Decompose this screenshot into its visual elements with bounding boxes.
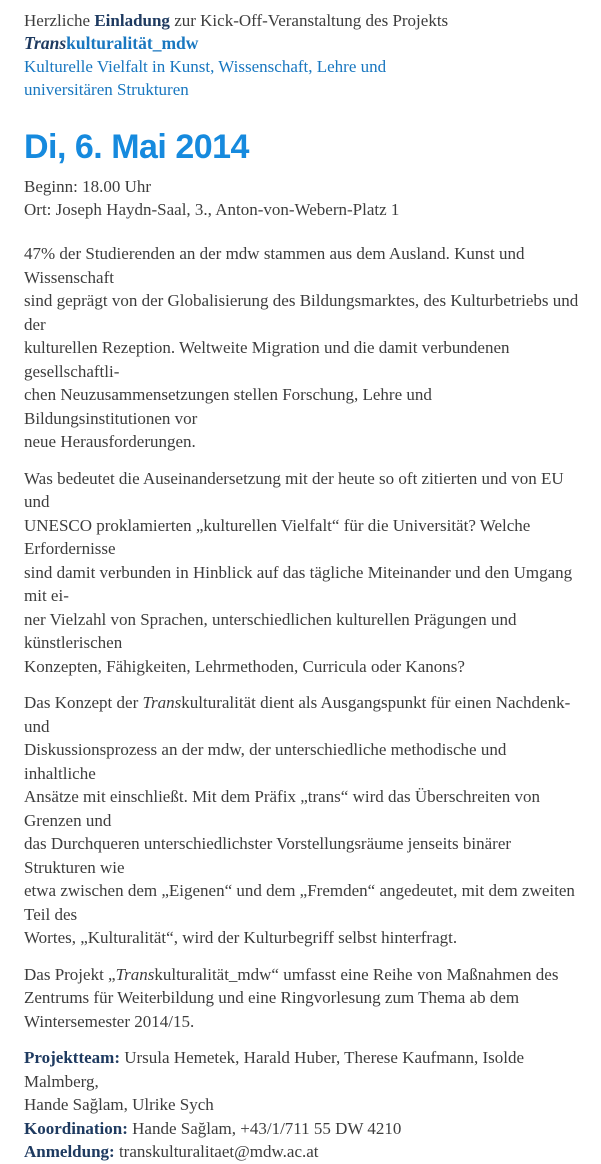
text-line: chen Neuzusammensetzungen stellen Forschung, Lehre und Bildungsinstitutionen vor	[24, 385, 432, 428]
text-line: Projektteam: Ursula Hemetek, Harald Huber, Therese Kaufmann, Isolde Malmberg,	[24, 1048, 525, 1091]
text-line: sind geprägt von der Globalisierung des Bildungsmarktes, des Kulturbetriebs und der	[24, 291, 579, 334]
paragraph-statistics	[24, 242, 579, 454]
text-line: Hande Sağlam, Ulrike Sych	[24, 1095, 214, 1114]
intro-text-pre: Herzliche	[24, 11, 95, 30]
event-date-heading: Di, 6. Mai 2014	[24, 128, 249, 166]
coordination	[24, 1117, 579, 1141]
text-line: Konzepten, Fähigkeiten, Lehrmethoden, Curricula oder Kanons?	[24, 656, 465, 676]
text-line: etwa zwischen dem „Eigenen“ und dem „Fremden“ angedeutet, mit dem zweiten Teil des	[24, 881, 575, 924]
project-team-label: Projektteam:	[24, 1048, 120, 1067]
project-title-italic-prefix: Trans	[24, 33, 67, 53]
text-line: Wortes, „Kulturalität“, wird der Kulturbegriff selbst hinterfragt.	[24, 928, 458, 947]
project-title-rest: kulturalität_mdw	[66, 33, 199, 53]
coordination-value: Hande Sağlam, +43/1/711 55 DW 4210	[127, 1118, 402, 1138]
project-title	[24, 32, 579, 55]
registration-label: Anmeldung:	[24, 1142, 115, 1161]
text-line: Diskussionsprozess an der mdw, der unterschiedliche methodische und inhaltliche	[24, 740, 507, 783]
intro-text-bold: Einladung	[94, 11, 170, 30]
event-location: Ort: Joseph Haydn-Saal, 3., Anton-von-Webern-Platz 1	[24, 200, 400, 219]
event-time: Beginn: 18.00 Uhr	[24, 177, 152, 196]
paragraph-concept	[24, 691, 579, 950]
project-subtitle	[24, 55, 579, 101]
paragraph-project	[24, 963, 579, 1034]
text-line: das Durchqueren unterschiedlichster Vorstellungsräume jenseits binärer Strukturen wie	[24, 834, 512, 877]
text-line: 47% der Studierenden an der mdw stammen aus dem Ausland. Kunst und Wissenschaft	[24, 244, 525, 287]
text-line: Das Konzept der Transkulturalität dient als Ausgangspunkt für einen Nachdenk- und	[24, 693, 571, 736]
text-line: kulturellen Rezeption. Weltweite Migration und die damit verbundenen gesellschaftli-	[24, 338, 510, 381]
text-line: Ansätze mit einschließt. Mit dem Präfix „trans“ wird das Überschreiten von Grenzen und	[24, 787, 540, 830]
text-line: sind damit verbunden in Hinblick auf das tägliche Miteinander und den Umgang mit ei-	[24, 562, 573, 605]
text-line: UNESCO proklamierten „kulturellen Vielfalt“ für die Universität? Welche Erfordernisse	[24, 515, 531, 558]
registration	[24, 1140, 579, 1164]
document-header	[24, 9, 579, 101]
coordination-label: Koordination:	[24, 1118, 128, 1138]
project-team	[24, 1046, 579, 1117]
text-line: Das Projekt „Transkulturalität_mdw“ umfasst eine Reihe von Maßnahmen des	[24, 964, 559, 984]
subtitle-line: universitären Strukturen	[24, 80, 189, 99]
document-footer	[24, 1046, 579, 1164]
registration-email: transkulturalitaet@mdw.ac.at	[114, 1142, 319, 1161]
subtitle-line: Kulturelle Vielfalt in Kunst, Wissenschaft, Lehre und	[24, 57, 387, 76]
italic-term: Trans	[115, 964, 155, 984]
intro-line	[24, 9, 579, 32]
text-line: ner Vielzahl von Sprachen, unterschiedlichen kulturellen Prägungen und künstlerischen	[24, 609, 517, 652]
text-line: Wintersemester 2014/15.	[24, 1011, 195, 1031]
italic-term: Trans	[142, 693, 182, 712]
text-line: neue Herausforderungen.	[24, 432, 196, 451]
intro-text-post: zur Kick-Off-Veranstaltung des Projekts	[169, 11, 449, 30]
text-line: Zentrums für Weiterbildung und eine Ringvorlesung zum Thema ab dem	[24, 988, 520, 1007]
paragraph-question	[24, 467, 579, 679]
text-line: Was bedeutet die Auseinandersetzung mit der heute so oft zitierten und von EU und	[24, 468, 564, 511]
